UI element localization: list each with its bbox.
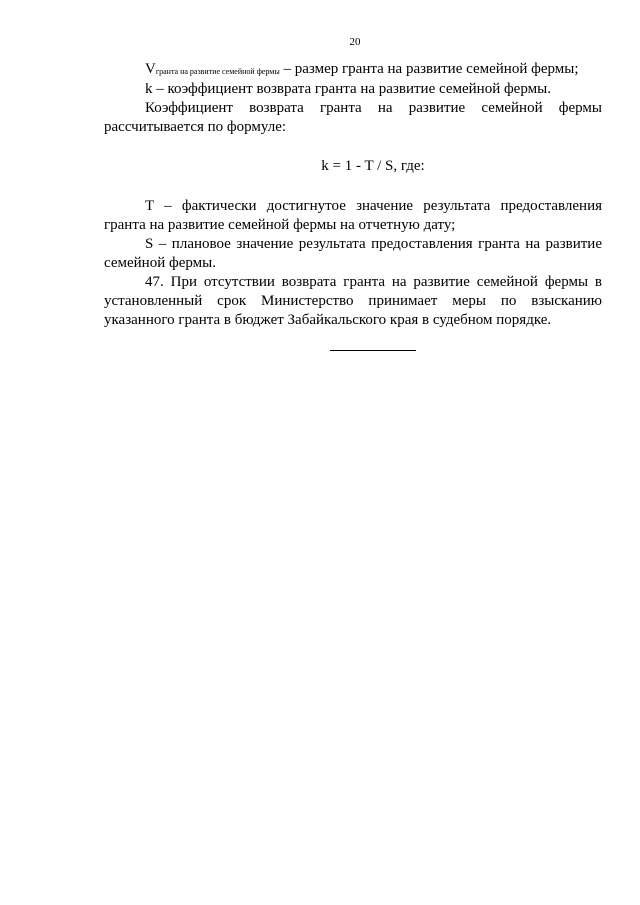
- formula: k = 1 - T / S, где:: [321, 158, 425, 174]
- v-definition-text: – размер гранта на развитие семейной фермы;: [279, 61, 579, 77]
- v-definition-paragraph: [104, 60, 602, 80]
- page-number: 20: [349, 36, 361, 48]
- v-subscript: гранта на развитие семейной фермы: [155, 67, 280, 76]
- document-body: [104, 60, 602, 330]
- k-definition-paragraph: k – коэффициент возврата гранта на развитие семейной фермы.: [145, 81, 551, 97]
- paragraph-47: 47. При отсутствии возврата гранта на развитие семейной фермы в установленный срок Министерство принимает меры по взысканию указанного гранта в бюджет Забайкальского края в судебном порядке.: [104, 274, 602, 328]
- s-definition-paragraph: S – плановое значение результата предоставления гранта на развитие семейной фермы.: [104, 236, 602, 271]
- end-separator-line: [330, 350, 416, 351]
- coefficient-intro-paragraph: Коэффициент возврата гранта на развитие семейной фермы рассчитывается по формуле:: [104, 100, 602, 135]
- v-symbol: V: [145, 61, 156, 77]
- t-definition-paragraph: T – фактически достигнутое значение результата предоставления гранта на развитие семейной фермы на отчетную дату;: [104, 198, 602, 233]
